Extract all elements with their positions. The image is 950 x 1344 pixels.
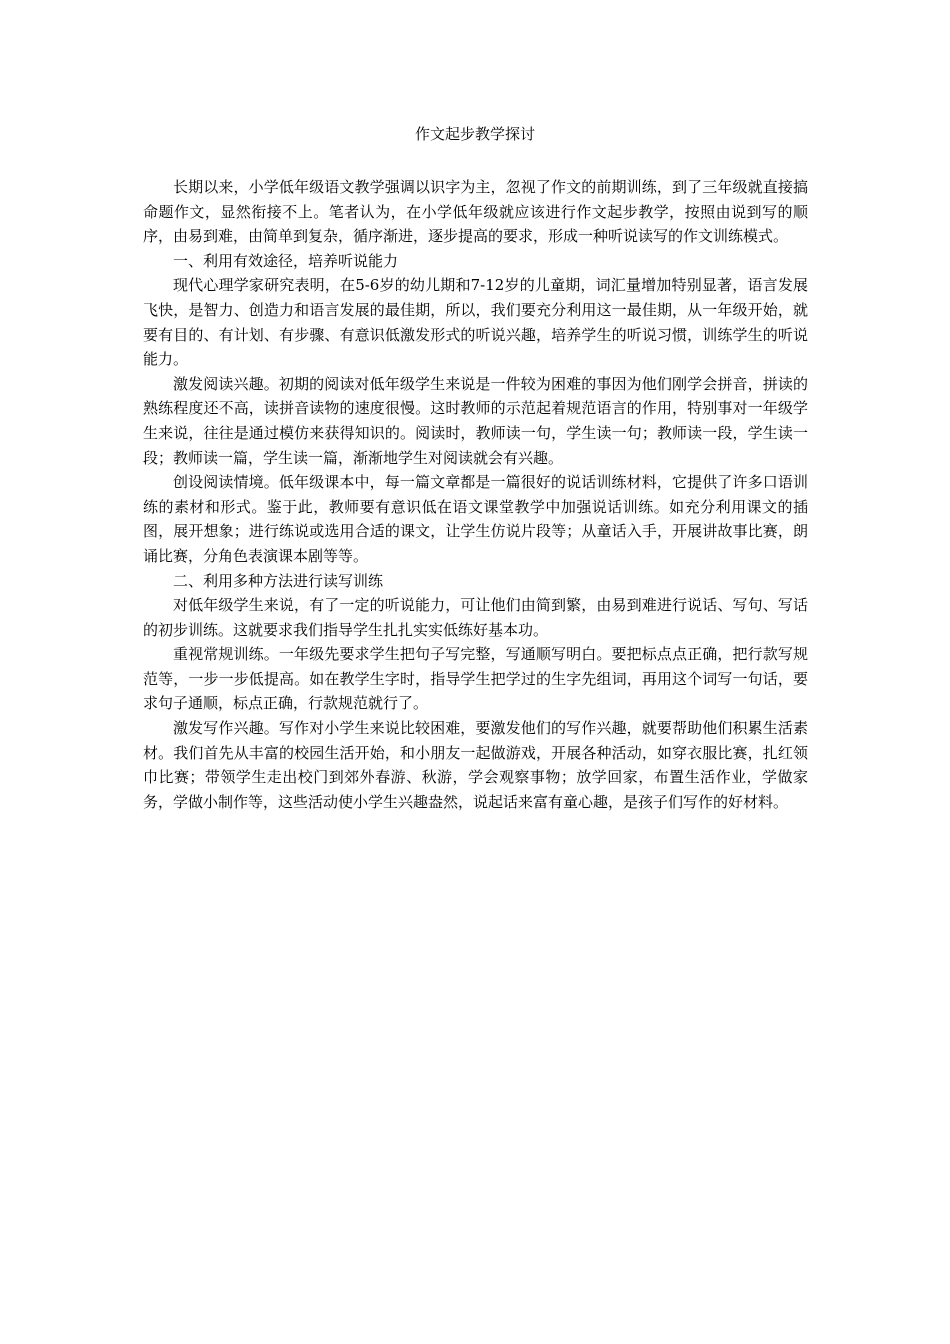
paragraph: 现代心理学家研究表明，在5-6岁的幼儿期和7-12岁的儿童期，词汇量增加特别显著，语言发展飞快，是智力、创造力和语言发展的最佳期，所以，我们要充分利用这一最佳期，从一年级开始，就要有目的、有计划、有步骤、有意识低激发形式的听说兴趣，培养学生的听说习惯，训练学生的听说能力。	[143, 276, 808, 369]
paragraph: 激发阅读兴趣。初期的阅读对低年级学生来说是一件较为困难的事因为他们刚学会拼音，拼读的熟练程度还不高，读拼音读物的速度很慢。这时教师的示范起着规范语言的作用，特别事对一年级学生来说，往往是通过模仿来获得知识的。阅读时，教师读一句，学生读一句；教师读一段，学生读一段；教师读一篇，学生读一篇，渐渐地学生对阅读就会有兴趣。	[143, 374, 808, 467]
paragraph: 重视常规训练。一年级先要求学生把句子写完整，写通顺写明白。要把标点点正确，把行款写规范等，一步一步低提高。如在教学生字时，指导学生把学过的生字先组词，再用这个词写一句话，要求句子通顺，标点正确，行款规范就行了。	[143, 645, 808, 713]
paragraph: 激发写作兴趣。写作对小学生来说比较困难，要激发他们的写作兴趣，就要帮助他们积累生活素材。我们首先从丰富的校园生活开始，和小朋友一起做游戏，开展各种活动，如穿衣服比赛，扎红领巾比赛；带领学生走出校门到郊外春游、秋游，学会观察事物；放学回家，布置生活作业，学做家务，学做小制作等，这些活动使小学生兴趣盎然，说起话来富有童心趣，是孩子们写作的好材料。	[143, 719, 808, 811]
paragraph: 创设阅读情境。低年级课本中，每一篇文章都是一篇很好的说话训练材料，它提供了许多口语训练的素材和形式。鉴于此，教师要有意识低在语文课堂教学中加强说话训练。如充分利用课文的插图，展开想象；进行练说或选用合适的课文，让学生仿说片段等；从童话入手，开展讲故事比赛，朗诵比赛，分角色表演课本剧等等。	[143, 473, 808, 565]
paragraph: 对低年级学生来说，有了一定的听说能力，可让他们由简到繁，由易到难进行说话、写句、写话的初步训练。这就要求我们指导学生扎扎实实低练好基本功。	[143, 596, 808, 639]
page-title: 作文起步教学探讨	[414, 125, 535, 143]
document-body	[143, 175, 808, 814]
intro-paragraph: 长期以来，小学低年级语文教学强调以识字为主，忽视了作文的前期训练，到了三年级就直接搞命题作文，显然衔接不上。笔者认为，在小学低年级就应该进行作文起步教学，按照由说到写的顺序，由易到难，由简单到复杂，循序渐进，逐步提高的要求，形成一种听说读写的作文训练模式。	[143, 178, 808, 246]
section-heading-2: 二、利用多种方法进行读写训练	[173, 571, 384, 590]
section-heading-1: 一、利用有效途径，培养听说能力	[173, 251, 399, 270]
